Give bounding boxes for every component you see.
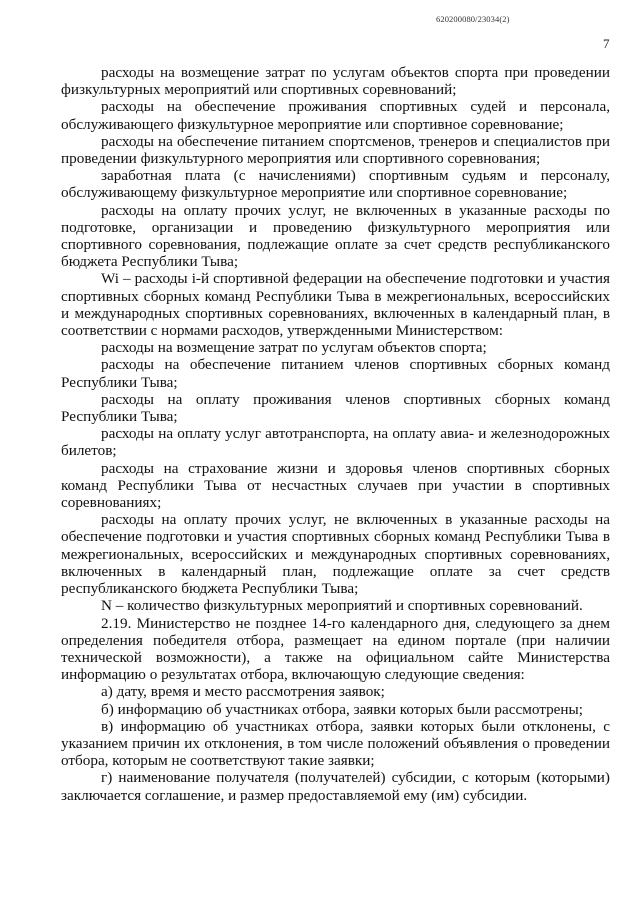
paragraph-transport: расходы на оплату услуг автотранспорта, на оплату авиа- и железнодорожных билетов; [61, 425, 610, 460]
paragraph-team-other-services: расходы на оплату прочих услуг, не включенных в указанные расходы на обеспечение подготовки и участия спортивных сборных команд Республики Тыва в межрегиональных, всероссийских и международных спортивных соревнованиях, включенных в календарный план, подлежащие оплате за счет средств республиканского бюджета Республики Тыва; [61, 511, 610, 598]
list-item-d: г) наименование получателя (получателей) субсидии, с которым (которыми) заключается соглашение, и размер предоставляемой ему (им) субсидии. [61, 769, 610, 804]
paragraph-section-2-19: 2.19. Министерство не позднее 14-го календарного дня, следующего за днем определения победителя отбора, размещает на едином портале (при наличии технической возможности), а также на официальном сайте Министерства информацию о результатах отбора, включающую следующие сведения: [61, 614, 610, 684]
paragraph-expenses-accommodation: расходы на обеспечение проживания спортивных судей и персонала, обслуживающего физкультурное мероприятие или спортивное соревнование; [61, 98, 610, 133]
paragraph-salary: заработная плата (с начислениями) спортивным судьям и персоналу, обслуживающему физкультурное мероприятие или спортивное соревнование; [61, 167, 610, 202]
paragraph-expenses-meals: расходы на обеспечение питанием спортсменов, тренеров и специалистов при проведении физкультурного мероприятия или спортивного соревнования; [61, 132, 610, 168]
list-item-c: в) информацию об участниках отбора, заявки которых были отклонены, с указанием причин их отклонения, в том числе положений объявления о проведении отбора, которым не соответствуют такие заявки; [61, 717, 610, 770]
paragraph-expenses-venues: расходы на возмещение затрат по услугам объектов спорта при проведении физкультурных мероприятий или спортивных соревнований; [61, 64, 610, 99]
page-number: 7 [603, 36, 610, 51]
list-item-b: б) информацию об участниках отбора, заявки которых были рассмотрены; [101, 700, 583, 718]
paragraph-insurance: расходы на страхование жизни и здоровья членов спортивных сборных команд Республики Тыва от несчастных случаев при участии в спортивных соревнованиях; [61, 459, 610, 512]
paragraph-n-definition: N – количество физкультурных мероприятий и спортивных соревнований. [101, 597, 583, 615]
list-item-a: а) дату, время и место рассмотрения заявок; [101, 683, 385, 701]
paragraph-wi-definition: Wi – расходы i-й спортивной федерации на обеспечение подготовки и участия спортивных сборных команд Республики Тыва в межрегиональных, всероссийских и международных спортивных соревнованиях, включенных в календарный план, в соответствии с нормами расходов, утвержденными Министерством: [61, 270, 610, 340]
document-body [61, 64, 610, 804]
paragraph-team-meals: расходы на обеспечение питанием членов спортивных сборных команд Республики Тыва; [61, 356, 610, 391]
paragraph-team-accommodation: расходы на оплату проживания членов спортивных сборных команд Республики Тыва; [61, 390, 610, 426]
paragraph-other-services: расходы на оплату прочих услуг, не включенных в указанные расходы по подготовке, организации и проведению физкультурного мероприятия или спортивного соревнования, подлежащие оплате за счет средств республиканского бюджета Республики Тыва; [61, 201, 610, 271]
paragraph-team-venues: расходы на возмещение затрат по услугам объектов спорта; [101, 339, 487, 357]
document-id: 620200080/23034(2) [436, 14, 510, 24]
